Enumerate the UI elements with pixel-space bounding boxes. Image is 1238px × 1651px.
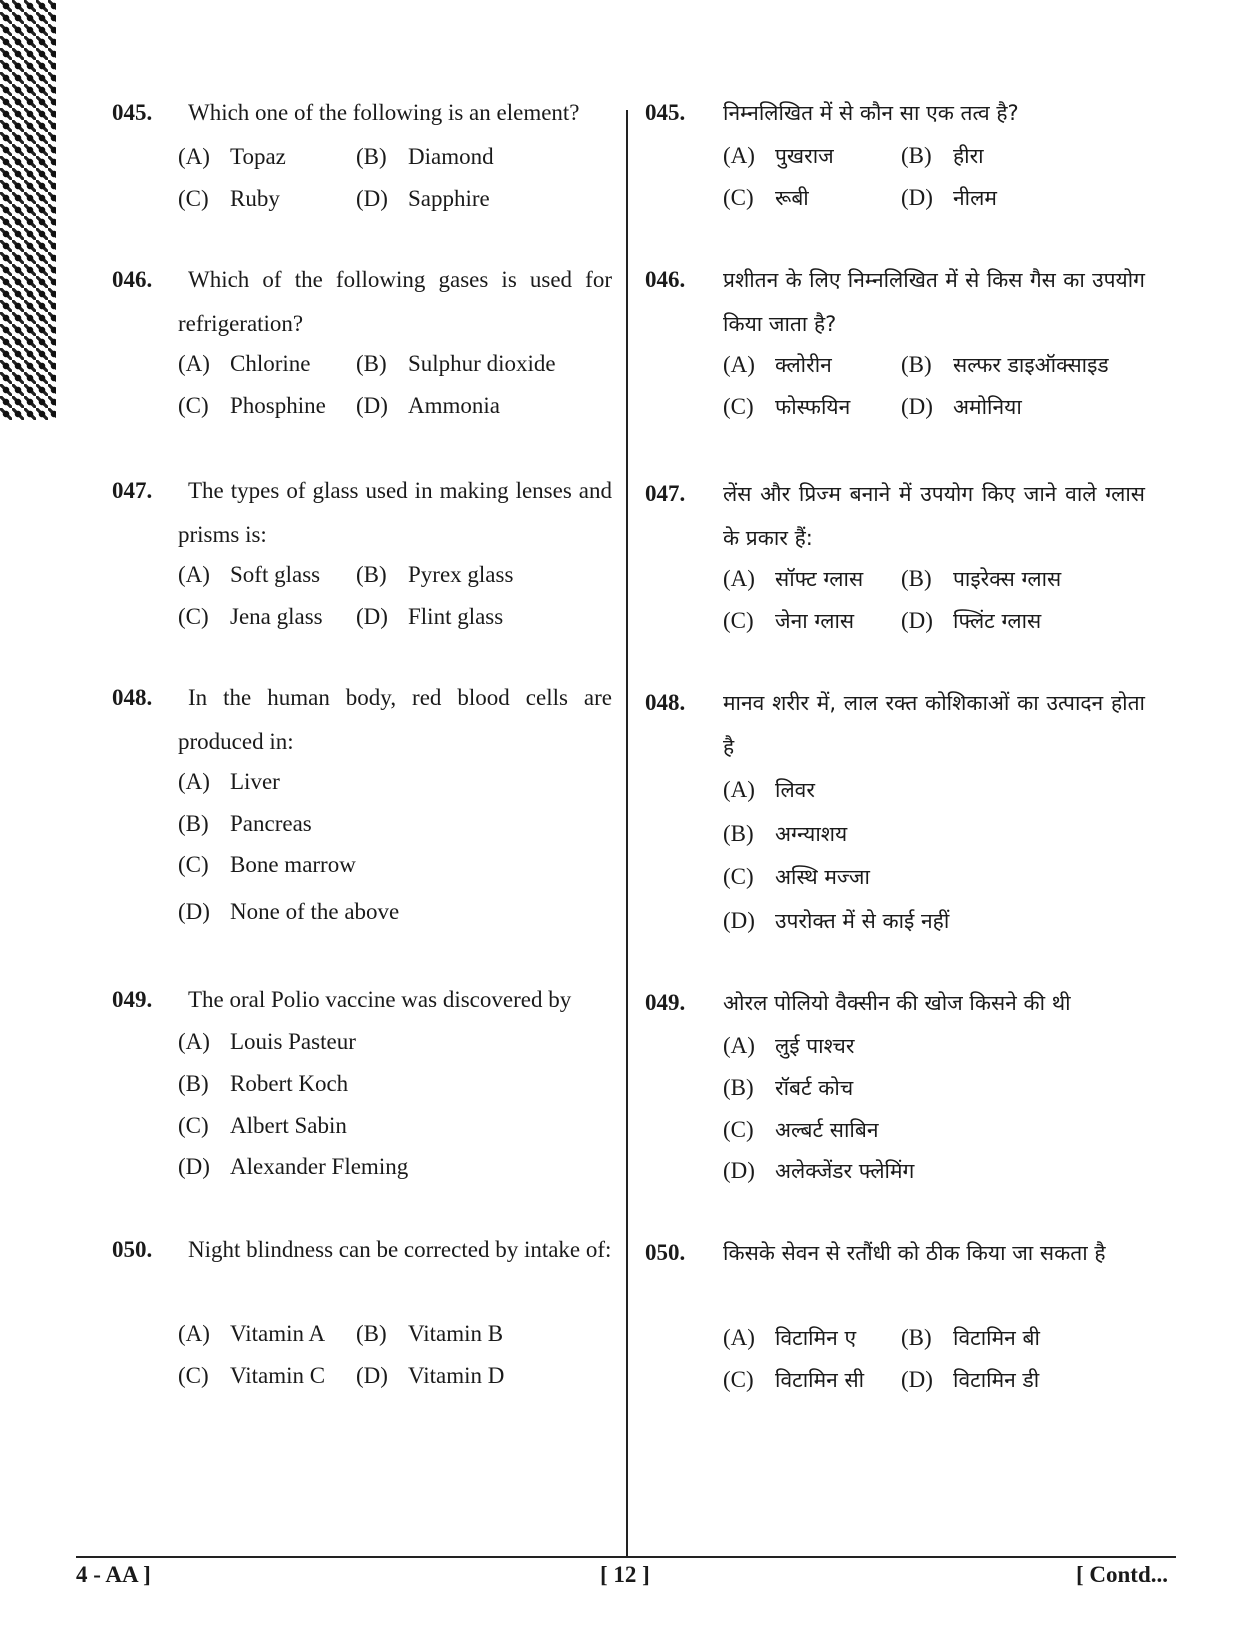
option-c[interactable]: (C) Jena glass <box>178 604 323 629</box>
question-text: निम्नलिखित में से कौन सा एक तत्व है? <box>723 101 1019 125</box>
question-number: 049. <box>645 990 686 1015</box>
question-number: 048. <box>112 685 153 710</box>
option-d[interactable]: (D) नीलम <box>901 185 997 210</box>
option-a[interactable]: (A) Soft glass <box>178 562 321 587</box>
question-text: प्रशीतन के लिए निम्नलिखित में से किस गैस का उपयोग किया जाता है? <box>723 268 1145 336</box>
option-a[interactable]: (A) Louis Pasteur <box>178 1029 356 1054</box>
question-text: मानव शरीर में, लाल रक्त कोशिकाओं का उत्पादन होता है <box>723 691 1145 759</box>
option-c[interactable]: (C) जेना ग्लास <box>723 608 855 633</box>
option-c[interactable]: (C) Bone marrow <box>178 852 356 877</box>
option-b[interactable]: (B) पाइरेक्स ग्लास <box>901 566 1062 591</box>
option-d[interactable]: (D) फ्लिंट ग्लास <box>901 608 1042 633</box>
option-b[interactable]: (B) Sulphur dioxide <box>356 351 556 376</box>
question-text: किसके सेवन से रतौंधी को ठीक किया जा सकता है <box>723 1241 1106 1265</box>
option-b[interactable]: (B) अग्न्याशय <box>723 821 848 846</box>
option-a[interactable]: (A) Chlorine <box>178 351 311 376</box>
question-number: 047. <box>645 481 686 506</box>
question-text: ओरल पोलियो वैक्सीन की खोज किसने की थी <box>723 991 1071 1015</box>
option-b[interactable]: (B) Diamond <box>356 144 494 169</box>
question-text: Night blindness can be corrected by intake of: <box>188 1237 612 1262</box>
page-number: [ 12 ] <box>600 1562 650 1587</box>
question-text: लेंस और प्रिज्म बनाने में उपयोग किए जाने वाले ग्लास के प्रकार हैं: <box>723 482 1145 550</box>
option-d[interactable]: (D) Sapphire <box>356 186 490 211</box>
option-d[interactable]: (D) अमोनिया <box>901 394 1022 419</box>
option-a[interactable]: (A) सॉफ्ट ग्लास <box>723 566 864 591</box>
option-d[interactable]: (D) अलेक्जेंडर फ्लेमिंग <box>723 1158 915 1183</box>
continued-label: [ Contd... <box>1076 1562 1169 1587</box>
option-a[interactable]: (A) Vitamin A <box>178 1321 326 1346</box>
option-b[interactable]: (B) सल्फर डाइऑक्साइड <box>901 352 1109 377</box>
option-b[interactable]: (B) Pyrex glass <box>356 562 514 587</box>
option-c[interactable]: (C) रूबी <box>723 185 809 210</box>
question-number: 049. <box>112 987 153 1012</box>
paper-code: 4 - AA ] <box>76 1562 151 1587</box>
option-b[interactable]: (B) Vitamin B <box>356 1321 504 1346</box>
option-d[interactable]: (D) Flint glass <box>356 604 504 629</box>
question-text: Which of the following gases is used for refrigeration? <box>178 267 612 336</box>
question-number: 045. <box>645 100 686 125</box>
option-d[interactable]: (D) Ammonia <box>356 393 500 418</box>
option-b[interactable]: (B) Robert Koch <box>178 1071 349 1096</box>
option-a[interactable]: (A) पुखराज <box>723 143 834 168</box>
question-number: 050. <box>645 1240 686 1265</box>
column-divider <box>626 110 628 1556</box>
question-text: Which one of the following is an element? <box>188 100 580 125</box>
question-number: 045. <box>112 100 153 125</box>
option-d[interactable]: (D) Vitamin D <box>356 1363 505 1388</box>
question-number: 048. <box>645 690 686 715</box>
option-b[interactable]: (B) हीरा <box>901 143 984 168</box>
option-c[interactable]: (C) फोस्फयिन <box>723 394 851 419</box>
option-a[interactable]: (A) लिवर <box>723 777 815 802</box>
question-number: 046. <box>112 267 153 292</box>
option-c[interactable]: (C) विटामिन सी <box>723 1367 865 1392</box>
option-a[interactable]: (A) Liver <box>178 769 280 794</box>
option-c[interactable]: (C) अल्बर्ट साबिन <box>723 1117 879 1142</box>
option-a[interactable]: (A) क्लोरीन <box>723 352 832 377</box>
question-number: 046. <box>645 267 686 292</box>
option-d[interactable]: (D) उपरोक्त में से काई नहीं <box>723 908 950 933</box>
option-c[interactable]: (C) Ruby <box>178 186 280 211</box>
option-d[interactable]: (D) विटामिन डी <box>901 1367 1040 1392</box>
option-a[interactable]: (A) Topaz <box>178 144 286 169</box>
option-d[interactable]: (D) None of the above <box>178 899 400 924</box>
option-c[interactable]: (C) Vitamin C <box>178 1363 326 1388</box>
option-c[interactable]: (C) Albert Sabin <box>178 1113 347 1138</box>
option-d[interactable]: (D) Alexander Fleming <box>178 1154 409 1179</box>
question-number: 047. <box>112 478 153 503</box>
question-text: The types of glass used in making lenses and prisms is: <box>178 478 612 547</box>
option-a[interactable]: (A) लुई पाश्चर <box>723 1033 855 1058</box>
decorative-edge-pattern <box>0 0 56 420</box>
option-a[interactable]: (A) विटामिन ए <box>723 1325 857 1350</box>
question-number: 050. <box>112 1237 153 1262</box>
option-b[interactable]: (B) रॉबर्ट कोच <box>723 1075 854 1100</box>
option-b[interactable]: (B) विटामिन बी <box>901 1325 1040 1350</box>
option-c[interactable]: (C) Phosphine <box>178 393 326 418</box>
question-text: The oral Polio vaccine was discovered by <box>188 987 572 1012</box>
question-text: In the human body, red blood cells are produced in: <box>178 685 612 754</box>
option-c[interactable]: (C) अस्थि मज्जा <box>723 864 870 889</box>
footer-divider <box>76 1556 1176 1558</box>
option-b[interactable]: (B) Pancreas <box>178 811 312 836</box>
